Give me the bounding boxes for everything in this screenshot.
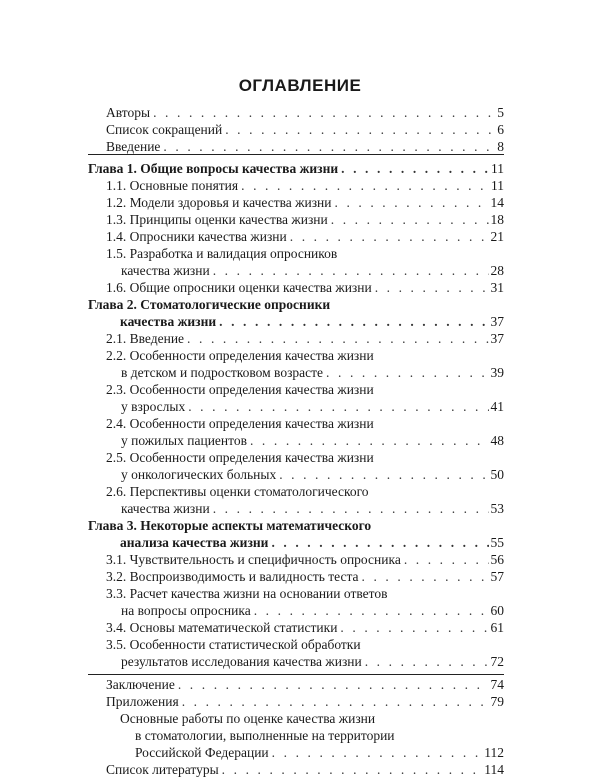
toc-entry-2-6-line1[interactable]: 2.6. Перспективы оценки стоматологического xyxy=(106,484,369,499)
page-number: 50 xyxy=(490,467,504,482)
toc-entry-references[interactable]: Список литературы . . . 114 xyxy=(106,761,504,778)
toc-entry-1-2[interactable]: 1.2. Модели здоровья и качества жизни . . . 14 xyxy=(106,194,504,211)
page-number: 37 xyxy=(490,314,504,329)
page-number: 37 xyxy=(490,331,504,346)
leader-dots xyxy=(290,228,489,245)
page-number: 114 xyxy=(484,762,504,777)
leader-dots xyxy=(271,534,488,551)
leader-dots xyxy=(178,676,489,693)
leader-dots xyxy=(254,602,489,619)
leader-dots xyxy=(213,262,489,279)
leader-dots xyxy=(153,104,495,121)
leader-dots xyxy=(375,279,489,296)
page-number: 48 xyxy=(490,433,504,448)
leader-dots xyxy=(213,500,489,517)
toc-chapter-3[interactable]: анализа качества жизни . . . 55 xyxy=(120,534,504,551)
toc-entry-2-2[interactable]: в детском и подростковом возрасте . . . 39 xyxy=(121,364,504,381)
page-number: 53 xyxy=(490,501,504,516)
page-number: 39 xyxy=(490,365,504,380)
leader-dots xyxy=(279,466,488,483)
page-number: 79 xyxy=(490,694,504,709)
leader-dots xyxy=(365,653,489,670)
toc-entry-main-works[interactable]: Российской Федерации . . . 112 xyxy=(135,744,504,761)
toc-entry-1-3[interactable]: 1.3. Принципы оценки качества жизни . . . 18 xyxy=(106,211,504,228)
toc-entry-2-3-line1[interactable]: 2.3. Особенности определения качества жизни xyxy=(106,382,374,397)
leader-dots xyxy=(341,160,489,177)
toc-entry-2-4-line1[interactable]: 2.4. Особенности определения качества жизни xyxy=(106,416,374,431)
toc-entry-2-6[interactable]: качества жизни . . . 53 xyxy=(121,500,504,517)
section-divider xyxy=(88,674,504,675)
leader-dots xyxy=(404,551,489,568)
toc-entry-1-1[interactable]: 1.1. Основные понятия . . . 11 xyxy=(106,177,504,194)
toc-entry-2-5[interactable]: у онкологических больных . . . 50 xyxy=(121,466,504,483)
toc-entry-2-3[interactable]: у взрослых . . . 41 xyxy=(121,398,504,415)
page-number: 18 xyxy=(490,212,504,227)
page-number: 60 xyxy=(490,603,504,618)
toc-entry-abbreviations[interactable]: Список сокращений . . . 6 xyxy=(106,121,504,138)
page-number: 72 xyxy=(490,654,504,669)
toc-entry-2-1[interactable]: 2.1. Введение . . . 37 xyxy=(106,330,504,347)
toc-entry-3-4[interactable]: 3.4. Основы математической статистики . . . 61 xyxy=(106,619,504,636)
toc-entry-main-works-line2[interactable]: в стоматологии, выполненные на территории xyxy=(135,728,395,743)
toc-entry-authors[interactable]: Авторы . . . 5 xyxy=(106,104,504,121)
leader-dots xyxy=(362,568,489,585)
leader-dots xyxy=(272,744,483,761)
toc-entry-3-2[interactable]: 3.2. Воспроизводимость и валидность теста . . . 57 xyxy=(106,568,504,585)
page-number: 21 xyxy=(490,229,504,244)
toc-entry-3-3[interactable]: на вопросы опросника . . . 60 xyxy=(121,602,504,619)
toc-entry-1-4[interactable]: 1.4. Опросники качества жизни . . . 21 xyxy=(106,228,504,245)
leader-dots xyxy=(331,211,489,228)
page-number: 11 xyxy=(491,161,504,176)
toc-entry-appendices[interactable]: Приложения . . . 79 xyxy=(106,693,504,710)
leader-dots xyxy=(241,177,489,194)
toc-entry-1-6[interactable]: 1.6. Общие опросники оценки качества жизни . . . 31 xyxy=(106,279,504,296)
page-number: 74 xyxy=(490,677,504,692)
page-number: 6 xyxy=(497,122,504,137)
leader-dots xyxy=(188,398,488,415)
page-number: 55 xyxy=(490,535,504,550)
toc-chapter-2-line1[interactable]: Глава 2. Стоматологические опросники xyxy=(88,297,331,312)
page-number: 5 xyxy=(497,105,504,120)
toc-entry-1-5[interactable]: качества жизни . . . 28 xyxy=(121,262,504,279)
page-number: 61 xyxy=(490,620,504,635)
toc-chapter-2[interactable]: качества жизни . . . 37 xyxy=(120,313,504,330)
leader-dots xyxy=(219,313,488,330)
leader-dots xyxy=(222,761,483,778)
leader-dots xyxy=(225,121,495,138)
toc-chapter-3-line1[interactable]: Глава 3. Некоторые аспекты математического xyxy=(88,518,372,533)
page-number: 28 xyxy=(490,263,504,278)
toc-entry-conclusion[interactable]: Заключение . . . 74 xyxy=(106,676,504,693)
toc-entry-2-2-line1[interactable]: 2.2. Особенности определения качества жизни xyxy=(106,348,374,363)
leader-dots xyxy=(187,330,488,347)
page-title: ОГЛАВЛЕНИЕ xyxy=(238,76,362,95)
leader-dots xyxy=(163,138,495,155)
toc-entry-main-works-line1[interactable]: Основные работы по оценке качества жизни xyxy=(120,711,376,726)
page-number: 56 xyxy=(490,552,504,567)
toc-chapter-1[interactable]: Глава 1. Общие вопросы качества жизни . . . 11 xyxy=(88,160,504,177)
toc-entry-2-5-line1[interactable]: 2.5. Особенности определения качества жизни xyxy=(106,450,374,465)
leader-dots xyxy=(182,693,489,710)
toc-entry-3-1[interactable]: 3.1. Чувствительность и специфичность опросника . . . 56 xyxy=(106,551,504,568)
page-number: 14 xyxy=(490,195,504,210)
toc-entry-3-5-line1[interactable]: 3.5. Особенности статистической обработки xyxy=(106,637,361,652)
toc-entry-3-5[interactable]: результатов исследования качества жизни . . . 72 xyxy=(121,653,504,670)
page-number: 112 xyxy=(484,745,504,760)
section-divider xyxy=(88,154,504,155)
toc-entry-3-3-line1[interactable]: 3.3. Расчет качества жизни на основании ответов xyxy=(106,586,388,601)
toc-entry-1-5-line1[interactable]: 1.5. Разработка и валидация опросников xyxy=(106,246,338,261)
leader-dots xyxy=(326,364,488,381)
leader-dots xyxy=(335,194,489,211)
page-number: 31 xyxy=(490,280,504,295)
page-number: 57 xyxy=(490,569,504,584)
leader-dots xyxy=(340,619,488,636)
page-number: 8 xyxy=(497,139,504,154)
page-number: 41 xyxy=(490,399,504,414)
toc-entry-introduction[interactable]: Введение . . . 8 xyxy=(106,138,504,155)
toc-entry-2-4[interactable]: у пожилых пациентов . . . 48 xyxy=(121,432,504,449)
page-number: 11 xyxy=(491,178,504,193)
leader-dots xyxy=(250,432,489,449)
